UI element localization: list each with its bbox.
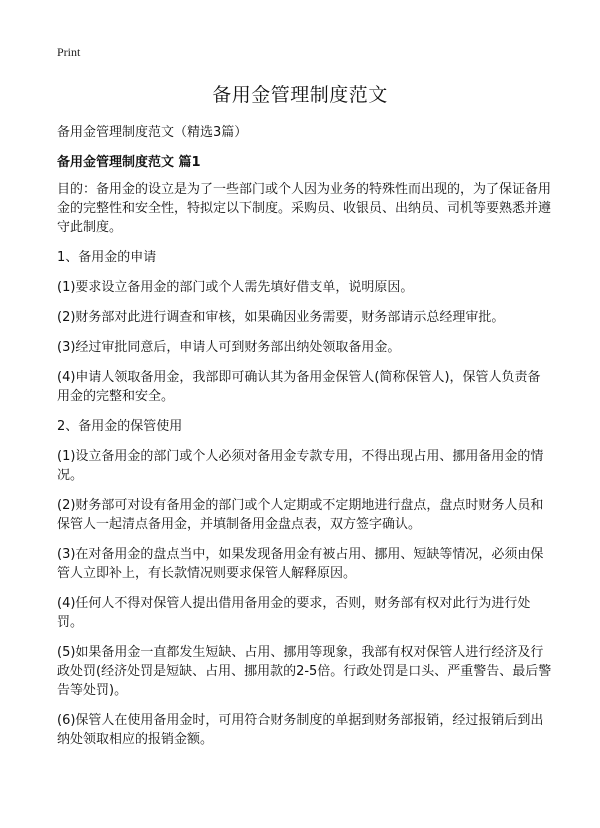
paragraph-custody-6: (6)保管人在使用备用金时，可用符合财务制度的单据到财务部报销，经过报销后到出纳处领取相应的报销金额。 [57,713,544,747]
paragraph-custody-3: (3)在对备用金的盘点当中，如果发现备用金有被占用、挪用、短缺等情况，必须由保管人立即补上，有长款情况则要求保管人解释原因。 [57,547,544,581]
heading-application: 1、备用金的申请 [57,250,157,265]
document-subtitle: 备用金管理制度范文（精选3篇） [57,125,248,140]
paragraph-purpose: 目的：备用金的设立是为了一些部门或个人因为业务的特殊性而出现的，为了保证备用金的完整性和安全性，特拟定以下制度。采购员、收银员、出纳员、司机等要熟悉并遵守此制度。 [57,182,552,235]
document-body [57,180,553,760]
paragraph-custody-1: (1)设立备用金的部门或个人必须对备用金专款专用，不得出现占用、挪用备用金的情况。 [57,449,544,483]
section-heading: 备用金管理制度范文 篇1 [57,155,201,170]
paragraph-application-1: (1)要求设立备用金的部门或个人需先填好借支单，说明原因。 [57,280,414,295]
document-title: 备用金管理制度范文 [212,84,388,106]
paragraph-custody-5: (5)如果备用金一直都发生短缺、占用、挪用等现象，我部有权对保管人进行经济及行政处罚(经济处罚是短缺、占用、挪用款的2-5倍。行政处罚是口头、严重警告、最后警告等处罚)。 [57,645,552,698]
print-label: Print [57,45,81,59]
paragraph-custody-2: (2)财务部可对设有备用金的部门或个人定期或不定期地进行盘点，盘点时财务人员和保管人一起清点备用金，并填制备用金盘点表，双方签字确认。 [57,498,544,532]
paragraph-application-3: (3)经过审批同意后，申请人可到财务部出纳处领取备用金。 [57,340,401,355]
heading-custody: 2、备用金的保管使用 [57,419,183,434]
paragraph-custody-4: (4)任何人不得对保管人提出借用备用金的要求，否则，财务部有权对此行为进行处罚。 [57,596,531,630]
paragraph-application-2: (2)财务部对此进行调查和审核，如果确因业务需要，财务部请示总经理审批。 [57,310,505,325]
paragraph-application-4: (4)申请人领取备用金，我部即可确认其为备用金保管人(简称保管人)，保管人负责备用金的完整和安全。 [57,370,541,404]
